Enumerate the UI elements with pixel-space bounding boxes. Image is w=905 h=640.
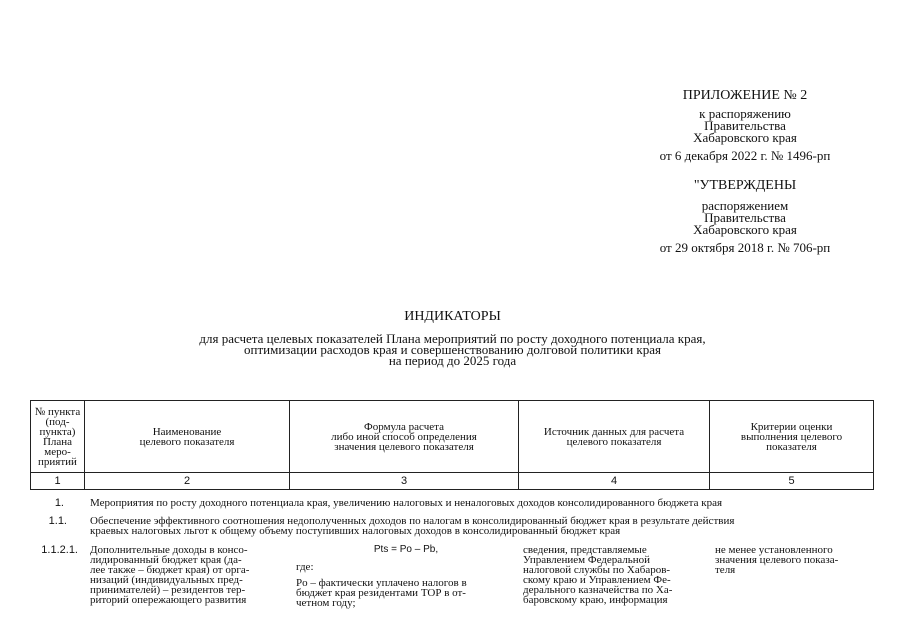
header-data-source: Источник данных для расчета целевого показателя — [519, 401, 710, 473]
appendix-date: от 6 декабря 2022 г. № 1496-рп — [659, 148, 831, 163]
appendix-line: Хабаровского края — [693, 130, 797, 145]
column-number: 1 — [31, 473, 85, 490]
approved-title: "УТВЕРЖДЕНЫ — [693, 178, 797, 193]
appendix-title: ПРИЛОЖЕНИЕ № 2 — [682, 88, 808, 103]
row-number: 1.1. — [48, 515, 67, 527]
header-item-number: № пункта (под- пункта) Плана меро- приятий — [31, 401, 85, 473]
approved-block — [640, 180, 850, 254]
column-number: 2 — [85, 473, 290, 490]
row-criteria: не менее установленного значения целевого показа- теля — [715, 544, 839, 576]
approved-line: распоряжением — [701, 198, 789, 213]
header-indicator-name: Наименование целевого показателя — [85, 401, 290, 473]
appendix-line: к распоряжению — [699, 106, 791, 121]
heading-line: оптимизации расходов края и совершенствованию долговой политики края — [244, 342, 661, 357]
table-header-row — [31, 401, 874, 473]
column-number: 4 — [519, 473, 710, 490]
column-number: 5 — [710, 473, 874, 490]
heading-line: для расчета целевых показателей Плана мероприятий по росту доходного потенциала края, — [199, 331, 706, 346]
column-number: 3 — [290, 473, 519, 490]
heading-line: на период до 2025 года — [388, 353, 517, 368]
appendix-line: Правительства — [704, 118, 786, 133]
row-text: Мероприятия по росту доходного потенциала края, увеличению налоговых и неналоговых доходов консолидированного бюджета края — [90, 497, 723, 509]
header-criteria: Критерии оценки выполнения целевого показателя — [710, 401, 874, 473]
approved-date: от 29 октября 2018 г. № 706-рп — [659, 240, 831, 255]
row-formula: Pts = Po – Pb, — [373, 544, 439, 555]
row-number: 1.1.2.1. — [41, 544, 78, 556]
row-text: Обеспечение эффективного соотношения недополученных доходов по налогам в консолидированный бюджет края в результате действия краевых налоговых льгот к общему объему поступивших налоговых доходов в консолидированный бюджет края — [90, 515, 735, 537]
document-heading — [0, 309, 905, 366]
header-formula: Формула расчета либо иной способ определения значения целевого показателя — [290, 401, 519, 473]
row-number: 1. — [54, 497, 64, 509]
row-data-source: сведения, представляемые Управлением Федеральной налоговой службы по Хабаров- скому краю и Управлением Фе- дерального казначейства по Ха- баровскому краю, информация — [523, 544, 673, 606]
approved-line: Правительства — [704, 210, 786, 225]
column-number-row — [31, 473, 874, 490]
row-indicator-name: Дополнительные доходы в консо- лидированный бюджет края (да- лее также – бюджет края) от орга- низаций (индивидуальных пред- принимателей) – резидентов тер- риторий опережающего развития — [90, 544, 250, 606]
appendix-block — [640, 90, 850, 162]
indicators-table — [30, 400, 874, 490]
heading-title: ИНДИКАТОРЫ — [404, 309, 501, 324]
row-formula-explanation: где: Po – фактически уплачено налогов в бюджет края резидентами ТОР в от- четном году; — [296, 561, 467, 609]
approved-line: Хабаровского края — [693, 222, 797, 237]
